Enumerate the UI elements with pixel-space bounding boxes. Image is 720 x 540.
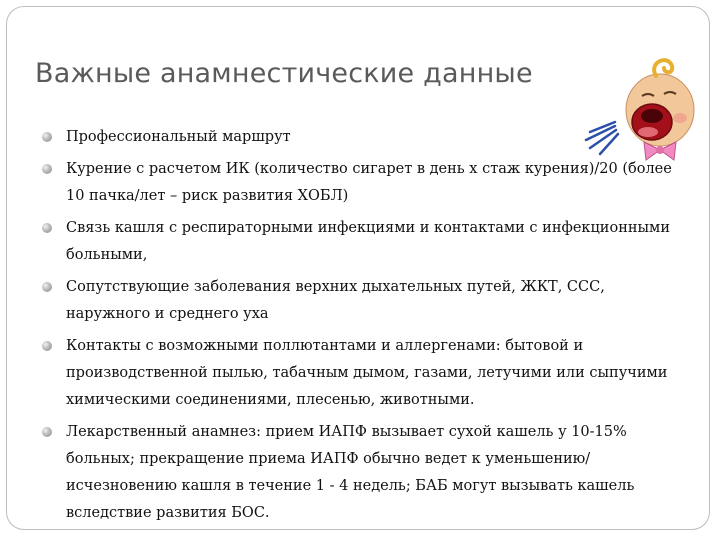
list-item xyxy=(42,333,682,414)
bullet-icon xyxy=(42,282,52,292)
bullet-text: Контакты с возможными поллютантами и аллергенами: бытовой и производственной пылью, табачным дымом, газами, летучими или сыпучими химическими соединениями, плесенью, животными. xyxy=(66,338,668,408)
bullet-icon xyxy=(42,132,52,142)
bullet-icon xyxy=(42,427,52,437)
bullet-text: Сопутствующие заболевания верхних дыхательных путей, ЖКТ, ССС, наружного и среднего уха xyxy=(66,279,605,322)
bullet-icon xyxy=(42,164,52,174)
bullet-text: Связь кашля с респираторными инфекциями и контактами с инфекционными больными, xyxy=(66,220,671,263)
bullet-text: Профессиональный маршрут xyxy=(66,129,291,145)
bullet-list xyxy=(42,124,682,527)
bullet-icon xyxy=(42,341,52,351)
list-item xyxy=(42,419,682,527)
list-item xyxy=(42,274,682,328)
list-item xyxy=(42,156,682,210)
bullet-text: Лекарственный анамнез: прием ИАПФ вызывает сухой кашель у 10-15% больных; прекращение приема ИАПФ обычно ведет к уменьшению/исчезновению кашля в течение 1 - 4 недель; БАБ могут вызывать кашель вследствие развития БОС. xyxy=(66,424,635,521)
slide-title: Важные анамнестические данные xyxy=(35,58,533,89)
bullet-icon xyxy=(42,223,52,233)
list-item xyxy=(42,124,682,151)
list-item xyxy=(42,215,682,269)
bullet-text: Курение с расчетом ИК (количество сигарет в день х стаж курения)/20 (более 10 пачка/лет – риск развития ХОБЛ) xyxy=(66,161,672,204)
